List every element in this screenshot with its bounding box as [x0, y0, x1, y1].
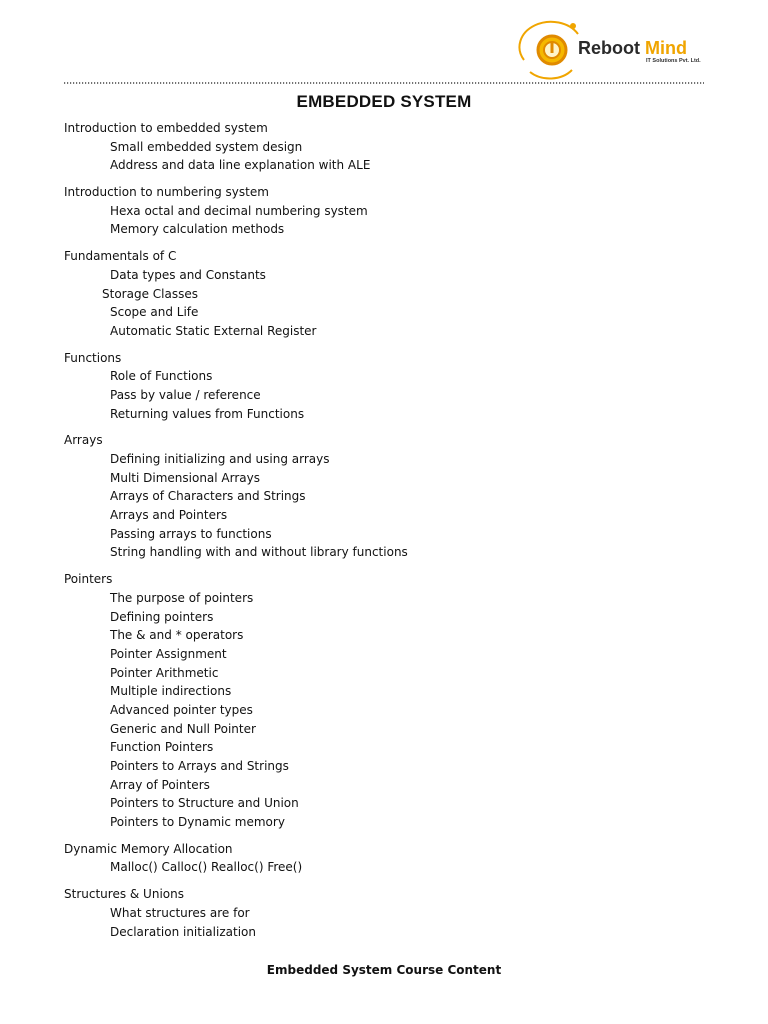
topic-item: Data types and Constants [110, 267, 266, 282]
dotted-divider [64, 80, 704, 86]
topic-item: Pointers to Structure and Union [110, 796, 299, 811]
topic-item: Memory calculation methods [110, 222, 285, 237]
section-heading: Fundamentals of C [64, 249, 177, 264]
topic-item: Array of Pointers [110, 777, 210, 792]
topic-item: The purpose of pointers [110, 590, 254, 605]
topic-item: The & and * operators [110, 628, 244, 643]
topic-item: Automatic Static External Register [110, 323, 317, 338]
section [64, 885, 724, 941]
topic-item: Multi Dimensional Arrays [110, 470, 261, 485]
topic-item: Pass by value / reference [110, 387, 261, 402]
topic-item: Generic and Null Pointer [110, 721, 256, 736]
brand-word-mind: Mind [645, 38, 688, 58]
section-heading: Structures & Unions [64, 887, 184, 902]
topic-item: Advanced pointer types [110, 702, 253, 717]
section-heading: Pointers [64, 572, 113, 587]
topic-item: Multiple indirections [110, 684, 232, 699]
section-heading: Functions [64, 350, 122, 365]
page-title: EMBEDDED SYSTEM [296, 92, 472, 111]
brand-name [578, 38, 708, 58]
topic-item: Pointers to Dynamic memory [110, 815, 285, 830]
topic-item: Returning values from Functions [110, 406, 305, 421]
brand-word-reboot: Reboot [578, 38, 640, 58]
section [64, 570, 724, 832]
section-heading: Introduction to embedded system [64, 121, 268, 135]
section [64, 119, 724, 175]
topic-item: String handling with and without library functions [110, 545, 408, 560]
topic-item: Declaration initialization [110, 924, 256, 939]
reboot-mind-logo [516, 20, 706, 84]
topic-item: Role of Functions [110, 369, 213, 384]
topic-item: Small embedded system design [110, 139, 303, 154]
page-footer: Embedded System Course Content [266, 963, 502, 977]
topic-item: Scope and Life [110, 305, 199, 320]
section [64, 183, 724, 239]
section [64, 431, 724, 562]
topic-item: Hexa octal and decimal numbering system [110, 203, 368, 218]
topic-item: Arrays and Pointers [110, 508, 228, 523]
topic-item: Pointer Assignment [110, 646, 227, 661]
topic-item: Address and data line explanation with ALE [110, 158, 371, 173]
topic-item: Storage Classes [102, 286, 198, 301]
section-heading: Arrays [64, 433, 103, 448]
section-heading: Introduction to numbering system [64, 185, 269, 200]
section [64, 840, 724, 877]
topic-item: Pointers to Arrays and Strings [110, 759, 289, 773]
topic-item: What structures are for [110, 905, 250, 920]
course-outline [64, 119, 724, 941]
section-heading: Dynamic Memory Allocation [64, 841, 233, 856]
reboot-mind-logo-icon [516, 20, 586, 84]
brand-tagline: IT Solutions Pvt. Ltd. [646, 58, 701, 64]
section [64, 247, 724, 340]
topic-item: Defining initializing and using arrays [110, 452, 330, 466]
topic-item: Arrays of Characters and Strings [110, 489, 306, 504]
topic-item: Malloc() Calloc() Realloc() Free() [110, 860, 303, 875]
topic-item: Passing arrays to functions [110, 526, 272, 541]
topic-item: Pointer Arithmetic [110, 665, 219, 680]
section [64, 349, 724, 424]
topic-item: Defining pointers [110, 609, 214, 624]
topic-item: Function Pointers [110, 740, 214, 755]
